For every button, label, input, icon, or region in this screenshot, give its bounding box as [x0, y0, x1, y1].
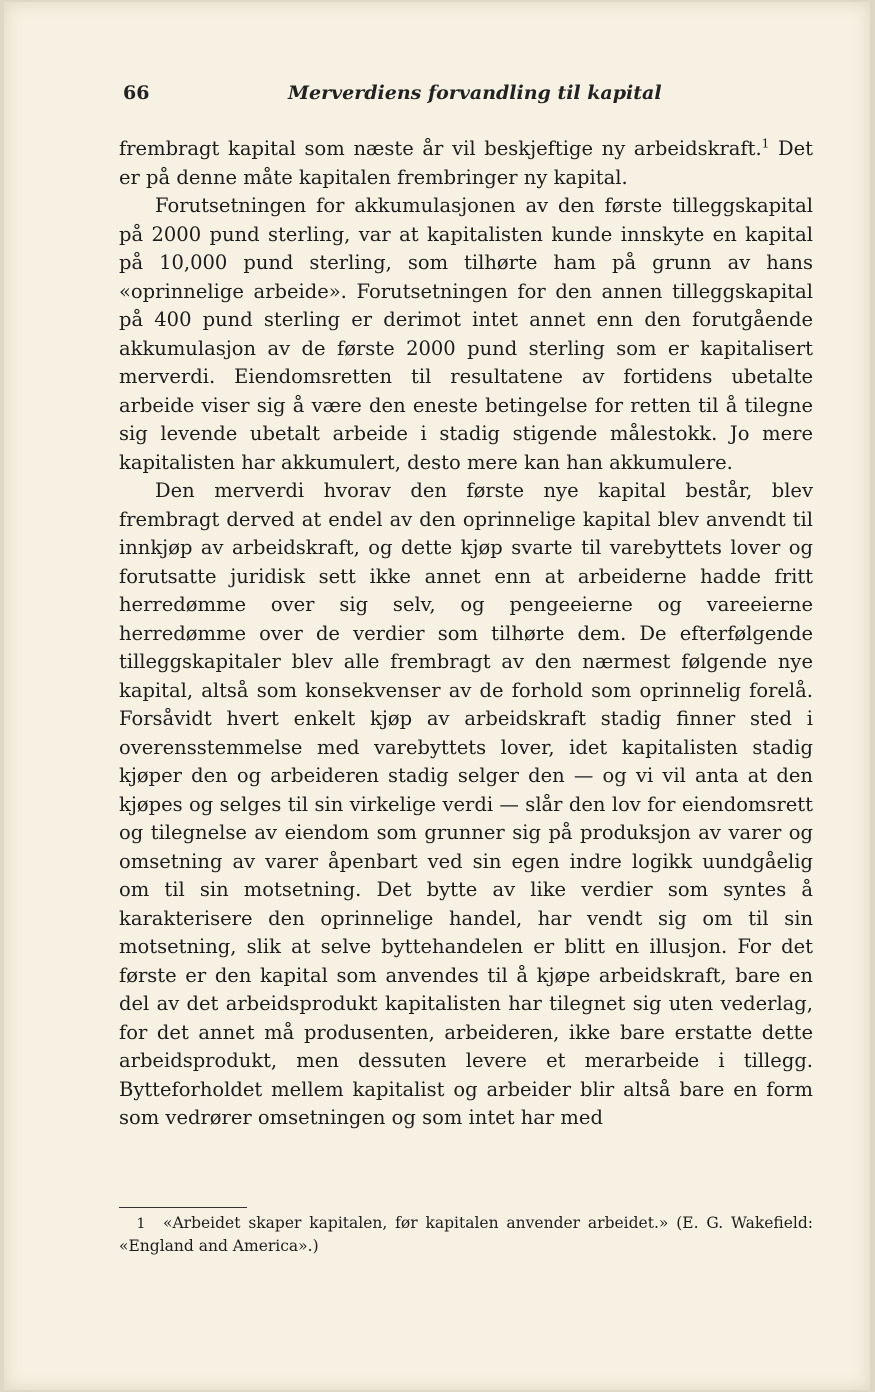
footnote [119, 1212, 813, 1257]
paragraph-1 [119, 135, 813, 192]
page-header [123, 82, 823, 114]
footnote-reference: 1 [761, 136, 770, 151]
paragraph-1-text-continued: Det er på denne måte kapitalen frembringer ny kapital. [119, 137, 813, 189]
page-number: 66 [123, 82, 150, 104]
footnote-rule [119, 1207, 247, 1208]
footnote-text: «Arbeidet skaper kapitalen, før kapitalen anvender arbeidet.» (E. G. Wakefield: «England and America».) [119, 1214, 813, 1255]
paragraph-3: Den merverdi hvorav den første nye kapital består, blev frembragt derved at endel av den oprinnelige kapital blev anvendt til innkjøp av arbeidskraft, og dette kjøp svarte til varebyttets lover og forutsatte juridisk sett ikke annet enn at arbeiderne hadde fritt herredømme over sig selv, og pengeeierne og vareeierne herredømme over de verdier som tilhørte dem. De efterfølgende tilleggskapitaler blev alle frembragt av den nærmest følgende nye kapital, altså som konsekvenser av de forhold som oprinnelig forelå. Forsåvidt hvert enkelt kjøp av arbeidskraft stadig finner sted i overensstemmelse med varebyttets lover, idet kapitalisten stadig kjøper den og arbeideren stadig selger den — og vi vil anta at den kjøpes og selges til sin virkelige verdi — slår den lov for eiendomsrett og tilegnelse av eiendom som grunner sig på produksjon av varer og omsetning av varer åpenbart ved sin egen indre logikk uundgåelig om til sin motsetning. Det bytte av like verdier som syntes å karakterisere den oprinnelige handel, har vendt sig om til sin motsetning, slik at selve byttehandelen er blitt en illusjon. For det første er den kapital som anvendes til å kjøpe arbeidskraft, bare en del av det arbeidsprodukt kapitalisten har tilegnet sig uten vederlag, for det annet må produsenten, arbeideren, ikke bare erstatte dette arbeidsprodukt, men dessuten levere et merarbeide i tillegg. Bytteforholdet mellem kapitalist og arbeider blir altså bare en form som vedrører omsetningen og som intet har med [119, 479, 813, 1129]
body-text [119, 135, 813, 1133]
paragraph-2: Forutsetningen for akkumulasjonen av den første tilleggskapital på 2000 pund sterling, var at kapitalisten kunde innskyte en kapital på 10,000 pund sterling, som tilhørte ham på grunn av hans «oprinnelige arbeide». Forutsetningen for den annen tilleggskapital på 400 pund sterling er derimot intet annet enn den forutgående akkumulasjon av de første 2000 pund sterling som er kapitalisert merverdi. Eiendomsretten til resultatene av fortidens ubetalte arbeide viser sig å være den eneste betingelse for retten til å tilegne sig levende ubetalt arbeide i stadig stigende målestokk. Jo mere kapitalisten har akkumulert, desto mere kan han akkumulere. [119, 194, 813, 474]
paragraph-1-text: frembragt kapital som næste år vil beskjeftige ny arbeidskraft. [119, 137, 762, 160]
footnote-number: 1 [136, 1216, 146, 1232]
running-title: Merverdiens forvandling til kapital [288, 82, 662, 104]
